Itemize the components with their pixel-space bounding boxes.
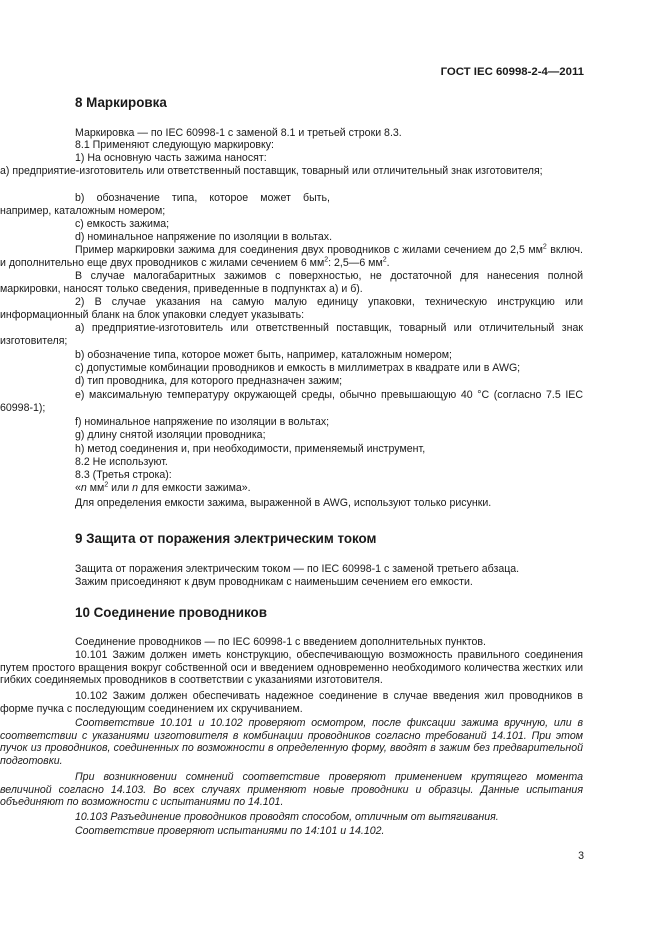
s8-p22: Для определения емкости зажима, выраженной в AWG, используют только рисунки. bbox=[75, 497, 492, 509]
s8-p10: 2) В случае указания на самую малую единицу упаковки, техническую инструкцию или информационный бланк на блок упаковки следует указывать: bbox=[0, 296, 583, 321]
s9-p1: Защита от поражения электрическим током — по IEC 60998-1 с заменой третьего абзаца. bbox=[75, 563, 520, 575]
s10-p7: Соответствие проверяют испытаниями по 14:101 и 14.102. bbox=[75, 825, 385, 837]
s8-p3: 1) На основную часть зажима наносят: bbox=[75, 152, 267, 164]
s8-p12: b) обозначение типа, которое может быть, например, каталожным номером; bbox=[75, 349, 453, 361]
s9-p2: Зажим присоединяют к двум проводникам с наименьшим сечением его емкости. bbox=[75, 576, 473, 588]
s8-p6: c) емкость зажима; bbox=[75, 218, 170, 230]
page-number: 3 bbox=[578, 850, 584, 862]
section-9-title: 9 Защита от поражения электрическим током bbox=[75, 531, 377, 546]
s8-p5: b) обозначение типа, которое может быть, например, каталожным номером; bbox=[0, 192, 330, 217]
s10-p6: 10.103 Разъединение проводников проводят способом, отличным от вытягивания. bbox=[75, 811, 499, 823]
s10-p2: 10.101 Зажим должен иметь конструкцию, обеспечивающую возможность правильного соединения путем простого вращения вокруг собственной оси и введением одновременно необходимого количества жестких или гибких соединяемых проводников в соответствии с указаниями изготовителя. bbox=[0, 649, 583, 687]
section-10-title: 10 Соединение проводников bbox=[75, 605, 267, 620]
document-header: ГОСТ IEC 60998-2-4—2011 bbox=[440, 66, 584, 78]
s8-example: Пример маркировки зажима для соединения двух проводников с жилами сечением до 2,5 $мм^2$ включ. и дополнительно еще двух проводников с жилами сечением 6 $мм^2$: 2,5—6 $мм^2$. bbox=[0, 243, 583, 269]
s8-p15: e) максимальную температуру окружающей среды, обычно превышающую 40 °С (согласно 7.5 IEC 60998-1); bbox=[0, 389, 583, 414]
s8-p16: f) номинальное напряжение по изоляции в вольтах; bbox=[75, 416, 330, 428]
s8-p7: d) номинальное напряжение по изоляции в вольтах. bbox=[75, 231, 333, 243]
s8-p2: 8.1 Применяют следующую маркировку: bbox=[75, 139, 274, 151]
section-8-title: 8 Маркировка bbox=[75, 95, 167, 110]
s8-p9: В случае малогабаритных зажимов с поверхностью, не достаточной для нанесения полной маркировки, наносят только сведения, приведенные в подпунктах а) и б). bbox=[0, 270, 583, 295]
s10-p5: При возникновении сомнений соответствие проверяют применением крутящего момента величиной согласно 14.103. Во всех случаях применяют новые проводники и образцы. Данные испытания объединяют по возможности с испытаниями по 14.101. bbox=[0, 771, 583, 809]
s8-p11: a) предприятие-изготовитель или ответственный поставщик, товарный или отличительный знак изготовителя; bbox=[0, 322, 583, 347]
s10-p3: 10.102 Зажим должен обеспечивать надежное соединение в случае введения жил проводников в форме пучка с последующим соединением их скручиванием. bbox=[0, 690, 583, 715]
s8-p18: h) метод соединения и, при необходимости, применяемый инструмент, bbox=[75, 443, 426, 455]
s8-p13: c) допустимые комбинации проводников и емкость в миллиметрах в квадрате или в AWG; bbox=[75, 362, 521, 374]
s8-p17: g) длину снятой изоляции проводника; bbox=[75, 429, 266, 441]
s10-p1: Соединение проводников — по IEC 60998-1 с введением дополнительных пунктов. bbox=[75, 636, 486, 648]
s8-p19: 8.2 Не используют. bbox=[75, 456, 168, 468]
s10-p4: Соответствие 10.101 и 10.102 проверяют осмотром, после фиксации зажима вручную, или в соответствии с указаниями изготовителя в комбинации проводников согласно требований 14.101. При этом пучок из проводников, соединенных по возможности в определенную форму, вводят в зажим без предварительной подготовки. bbox=[0, 717, 583, 767]
s8-p4: a) предприятие-изготовитель или ответственный поставщик, товарный или отличительный знак изготовителя; bbox=[0, 165, 543, 177]
s8-p1: Маркировка — по IEC 60998-1 с заменой 8.1 и третьей строки 8.3. bbox=[75, 127, 402, 139]
s8-p21: «n $мм^2$ или n для емкости зажима». bbox=[75, 481, 251, 494]
s8-p20: 8.3 (Третья строка): bbox=[75, 469, 172, 481]
s8-p14: d) тип проводника, для которого предназначен зажим; bbox=[75, 375, 343, 387]
